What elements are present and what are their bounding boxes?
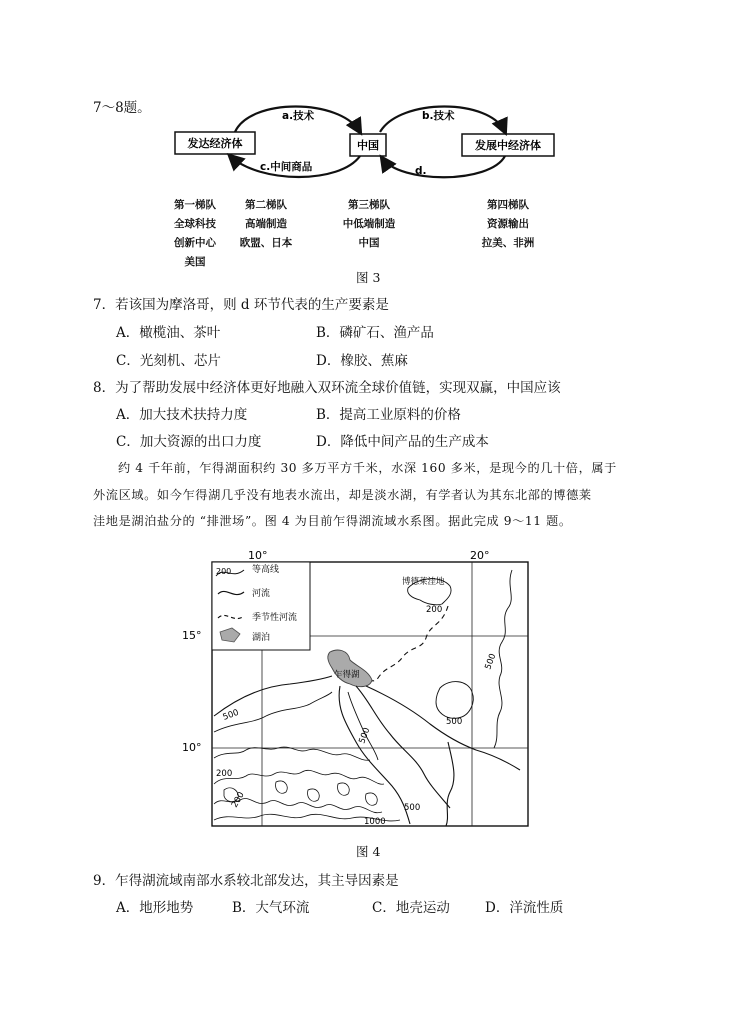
contour-label-depression: 200	[426, 605, 443, 615]
contour-label-south-3: 500	[404, 803, 421, 813]
contour-label-east-inner: 500	[446, 717, 463, 727]
q7-option-a[interactable]: A．橄榄油、茶叶	[116, 325, 221, 341]
figure3-caption: 图 3	[356, 270, 381, 285]
lat-label-10: 10°	[182, 741, 202, 754]
figure3-diagram	[160, 98, 580, 188]
q7-option-d[interactable]: D．橡胶、蕉麻	[316, 353, 408, 369]
lon-label-20: 20°	[470, 549, 490, 562]
q9-stem: 9．乍得湖流域南部水系较北部发达，其主导因素是	[93, 873, 399, 889]
legend-contour: 等高线	[252, 565, 280, 575]
legend-lake: 湖泊	[252, 633, 271, 643]
legend-contour-value: 200	[216, 567, 232, 576]
q8-stem: 8．为了帮助发展中经济体更好地融入双环流全球价值链，实现双赢，中国应该	[93, 380, 561, 396]
passage-line-2: 外流区域。如今乍得湖几乎没有地表水流出，却是淡水湖，有学者认为其东北部的博德莱	[93, 488, 592, 502]
lat-label-15: 15°	[182, 629, 202, 642]
tier-2: 第二梯队 高端制造 欧盟、日本	[239, 199, 293, 249]
q8-option-d[interactable]: D．降低中间产品的生产成本	[316, 434, 489, 450]
passage-line-1: 约 4 千年前，乍得湖面积约 30 多万平方千米，水深 160 多米，是现今的几十倍，属于	[118, 461, 617, 475]
contour-label-south-1: 200	[216, 769, 233, 779]
depression-label: 博德莱洼地	[402, 577, 445, 587]
legend-seasonal: 季节性河流	[252, 613, 298, 623]
figure4-caption: 图 4	[356, 844, 381, 859]
contour-label-west: 500	[221, 707, 241, 723]
arrow-d	[382, 156, 505, 177]
q7-option-c[interactable]: C．光刻机、芯片	[116, 353, 221, 369]
q8-option-c[interactable]: C．加大资源的出口力度	[116, 434, 262, 450]
passage-line-3: 洼地是湖泊盐分的 “排泄场”。图 4 为目前乍得湖流域水系图。据此完成 9～11 题。	[93, 514, 572, 528]
box-china-label: 中国	[357, 139, 379, 152]
tier-1: 第一梯队 全球科技 创新中心 美国	[174, 199, 216, 268]
contour-label-central: 500	[357, 726, 373, 746]
arrow-b-label: b.技术	[422, 110, 455, 122]
box-developed-label: 发达经济体	[187, 137, 243, 150]
contour-label-south-2: 200	[229, 790, 247, 810]
contour-label-east: 500	[483, 652, 499, 672]
q7-stem: 7．若该国为摩洛哥，则 d 环节代表的生产要素是	[93, 297, 389, 313]
figure4-map	[180, 546, 550, 836]
q8-option-a[interactable]: A．加大技术扶持力度	[116, 407, 248, 423]
lon-label-10: 10°	[248, 549, 268, 562]
arrow-c-label: c.中间商品	[260, 161, 313, 173]
question-intro: 7～8题。	[93, 100, 151, 116]
legend-river: 河流	[252, 589, 271, 599]
tier-3: 第三梯队 中低端制造 中国	[342, 199, 396, 249]
arrow-a-label: a.技术	[282, 110, 315, 122]
q9-option-c[interactable]: C．地壳运动	[372, 900, 450, 916]
q8-option-b[interactable]: B．提高工业原料的价格	[316, 407, 461, 423]
q7-option-b[interactable]: B．磷矿石、渔产品	[316, 325, 434, 341]
contour-label-south-4: 1000	[364, 817, 386, 827]
tier-4: 第四梯队 资源输出 拉美、非洲	[481, 199, 535, 249]
q9-option-b[interactable]: B．大气环流	[232, 900, 310, 916]
q9-option-a[interactable]: A．地形地势	[116, 900, 194, 916]
lake-label: 乍得湖	[334, 670, 360, 680]
box-developing-label: 发展中经济体	[475, 139, 541, 152]
q9-option-d[interactable]: D．洋流性质	[485, 900, 564, 916]
arrow-d-label: d.	[415, 165, 427, 177]
